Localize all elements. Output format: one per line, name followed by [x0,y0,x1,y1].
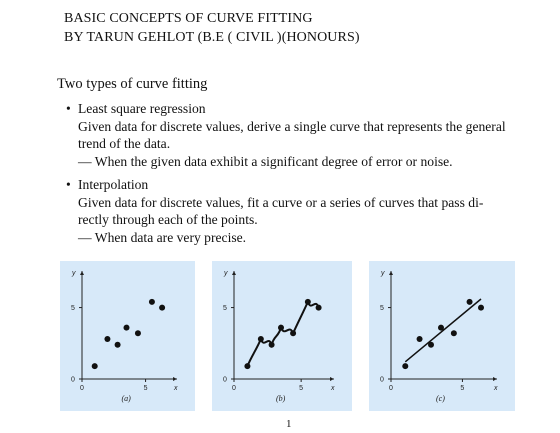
interpolation-curve [247,302,318,366]
y-axis-arrow-icon [232,271,236,275]
chart-c [369,261,515,411]
x-tick-label: 0 [232,385,236,392]
bullet-least-squares [64,100,544,170]
chart-a [60,261,195,411]
document-header [64,9,360,47]
data-point [417,336,423,342]
x-axis-arrow-icon [330,377,334,381]
data-point [258,336,264,342]
data-point [149,299,155,305]
y-axis-arrow-icon [80,271,84,275]
x-tick-label: 5 [299,385,304,392]
x-tick-label: 5 [460,385,465,392]
data-point [467,299,473,305]
y-tick-label: 5 [380,305,384,313]
x-axis-label: x [174,385,178,392]
intro-text: Two types of curve fitting [57,76,208,92]
x-tick-label: 0 [80,385,84,392]
y-tick-label: 5 [223,305,227,313]
data-point [278,325,284,331]
y-tick-label: 0 [223,376,227,384]
x-tick-label: 5 [143,385,148,392]
bullet-note: — When data are very precise. [78,229,247,245]
data-point [316,305,322,311]
bullet-dot-icon: • [66,177,71,192]
x-axis-label: x [331,385,335,392]
chart-caption: (c) [436,394,445,403]
data-point [305,299,311,305]
chart-b [212,261,352,411]
bullet-title: Least square regression [78,101,206,116]
data-point [124,325,130,331]
bullet-description-cont: trend of the data. [78,136,171,151]
data-point [244,363,250,369]
data-point [115,342,121,348]
data-point [92,363,98,369]
figure-c [369,261,515,411]
data-point [159,305,165,311]
x-axis-arrow-icon [173,377,177,381]
bullet-interpolation [64,176,544,246]
bullet-dot-icon: • [66,101,71,116]
y-axis-label: y [72,270,76,277]
data-point [104,336,110,342]
data-point [135,330,141,336]
chart-caption: (b) [276,394,286,403]
title-line-2: BY TARUN GEHLOT (B.E ( CIVIL )(HONOURS) [64,30,360,45]
title-line-1: BASIC CONCEPTS OF CURVE FITTING [64,11,313,26]
data-point [290,330,296,336]
y-tick-label: 0 [71,376,75,384]
data-point [269,342,275,348]
y-axis-arrow-icon [389,271,393,275]
chart-caption: (a) [121,394,131,403]
figure-a [60,261,195,411]
x-tick-label: 0 [389,385,393,392]
data-point [478,305,484,311]
y-axis-label: y [224,270,228,277]
bullet-list [64,100,544,252]
regression-line [405,299,481,362]
y-tick-label: 0 [380,376,384,384]
x-axis-arrow-icon [493,377,497,381]
data-point [438,325,444,331]
bullet-note: — When the given data exhibit a significant degree of error or noise. [78,153,453,169]
bullet-description: Given data for discrete values, derive a single curve that represents the general [78,118,506,134]
data-point [428,342,434,348]
data-point [451,330,457,336]
page-number: 1 [286,418,292,430]
bullet-description: Given data for discrete values, fit a curve or a series of curves that pass di- [78,194,484,210]
bullet-description-cont: rectly through each of the points. [78,212,258,227]
data-point [402,363,408,369]
figure-b [212,261,352,411]
y-axis-label: y [381,270,385,277]
bullet-title: Interpolation [78,177,149,192]
x-axis-label: x [494,385,498,392]
y-tick-label: 5 [71,305,75,313]
